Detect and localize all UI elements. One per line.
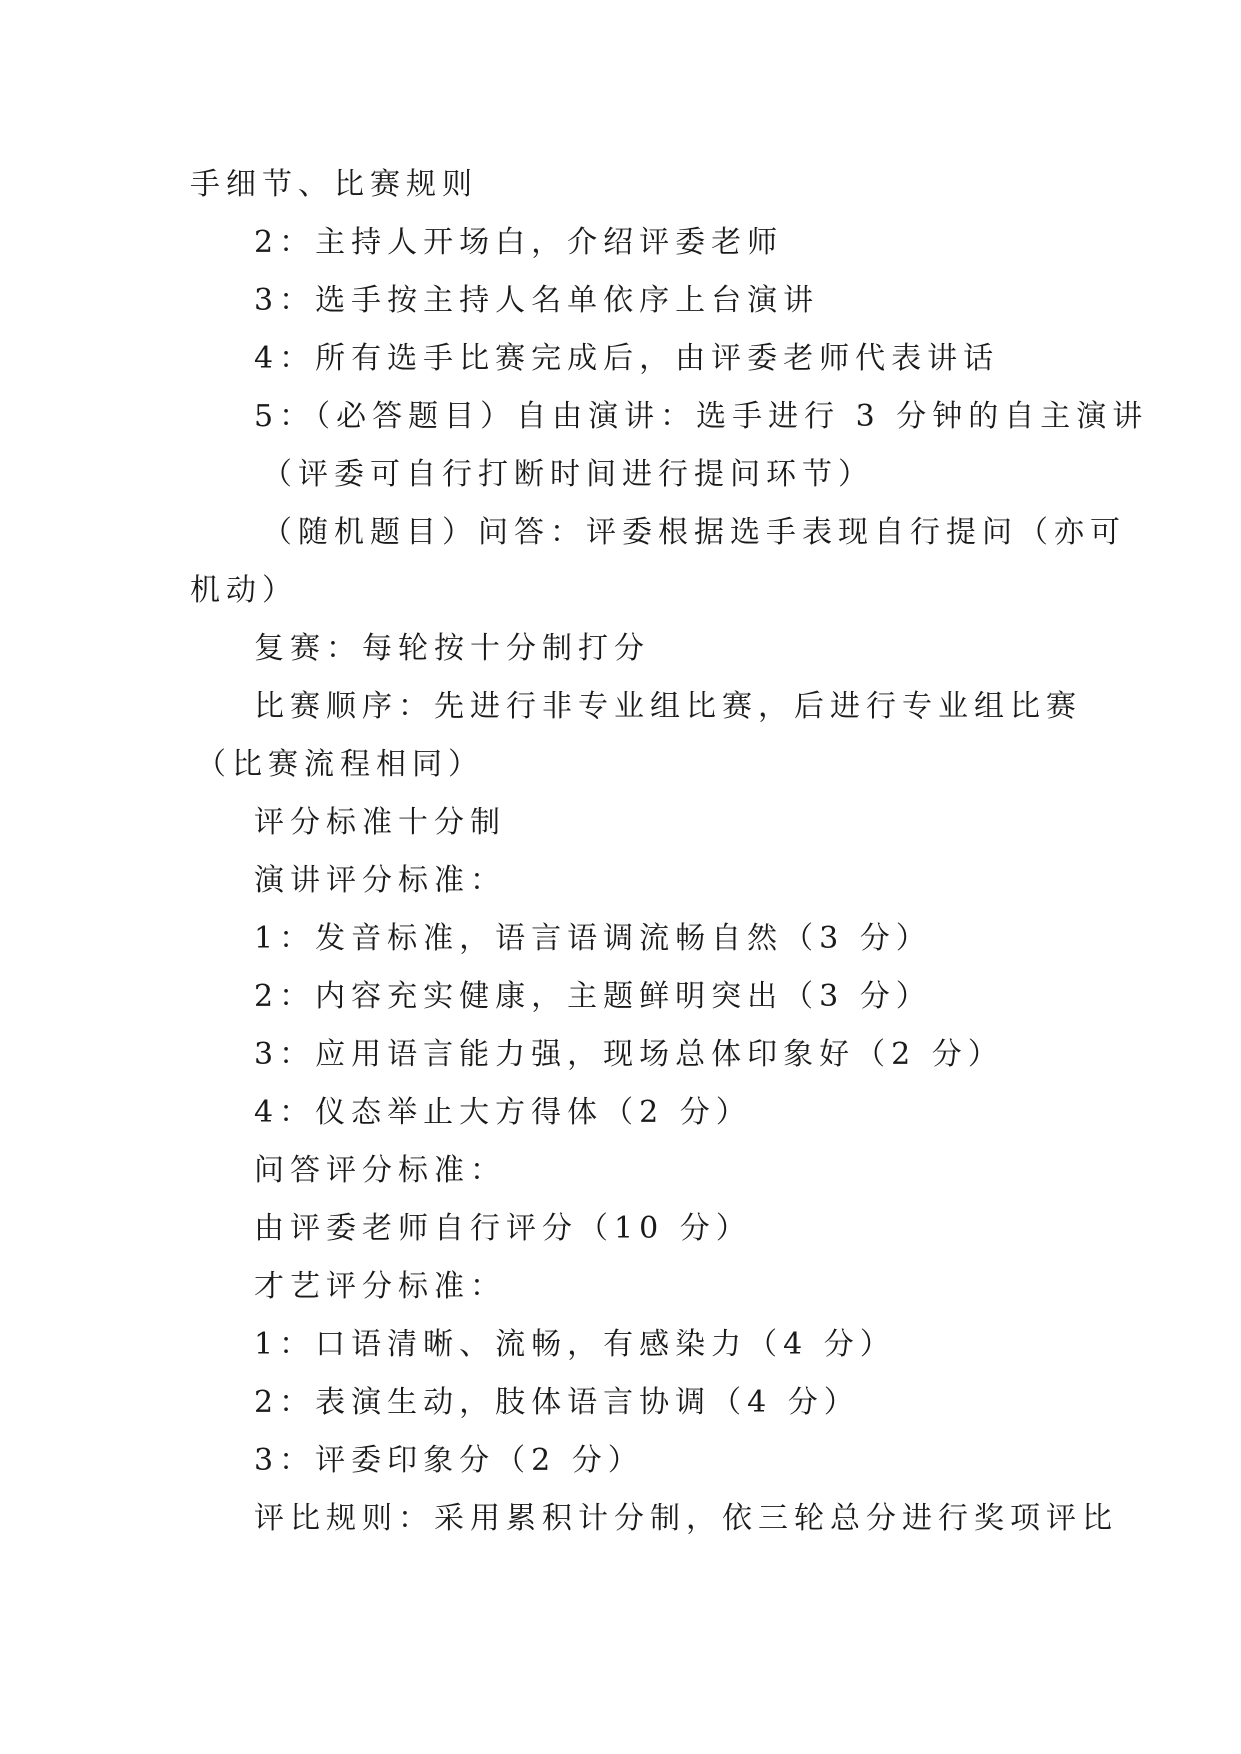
text-line: 2：主持人开场白，介绍评委老师 bbox=[254, 225, 784, 260]
text-line: 比赛顺序：先进行非专业组比赛，后进行专业组比赛 bbox=[254, 689, 1082, 724]
text-line: （比赛流程相同） bbox=[196, 747, 484, 782]
text-line: 3：评委印象分（2 分） bbox=[254, 1443, 644, 1478]
text-line: 机动） bbox=[190, 573, 298, 608]
text-line: （随机题目）问答：评委根据选手表现自行提问（亦可 bbox=[262, 515, 1126, 550]
text-line: 3：选手按主持人名单依序上台演讲 bbox=[254, 283, 820, 318]
text-line: 才艺评分标准： bbox=[254, 1269, 506, 1304]
text-line: 3：应用语言能力强，现场总体印象好（2 分） bbox=[254, 1037, 1004, 1072]
text-line: 2：表演生动，肢体语言协调（4 分） bbox=[254, 1385, 860, 1420]
text-line: 问答评分标准： bbox=[254, 1153, 506, 1188]
text-line: （评委可自行打断时间进行提问环节） bbox=[262, 457, 874, 492]
text-line: 演讲评分标准： bbox=[254, 863, 506, 898]
text-line: 1：发音标准，语言语调流畅自然（3 分） bbox=[254, 921, 932, 956]
text-line: 评分标准十分制 bbox=[254, 805, 506, 840]
text-line: 4：所有选手比赛完成后，由评委老师代表讲话 bbox=[254, 341, 1000, 376]
text-line: 4：仪态举止大方得体（2 分） bbox=[254, 1095, 752, 1130]
text-line: 手细节、比赛规则 bbox=[190, 167, 478, 202]
text-line: 复赛：每轮按十分制打分 bbox=[254, 631, 650, 666]
text-line: 由评委老师自行评分（10 分） bbox=[254, 1211, 752, 1246]
text-line: 评比规则：采用累积计分制，依三轮总分进行奖项评比 bbox=[254, 1501, 1118, 1536]
text-line: 5：（必答题目）自由演讲：选手进行 3 分钟的自主演讲 bbox=[254, 399, 1149, 434]
text-line: 1：口语清晰、流畅，有感染力（4 分） bbox=[254, 1327, 896, 1362]
text-line: 2：内容充实健康，主题鲜明突出（3 分） bbox=[254, 979, 932, 1014]
